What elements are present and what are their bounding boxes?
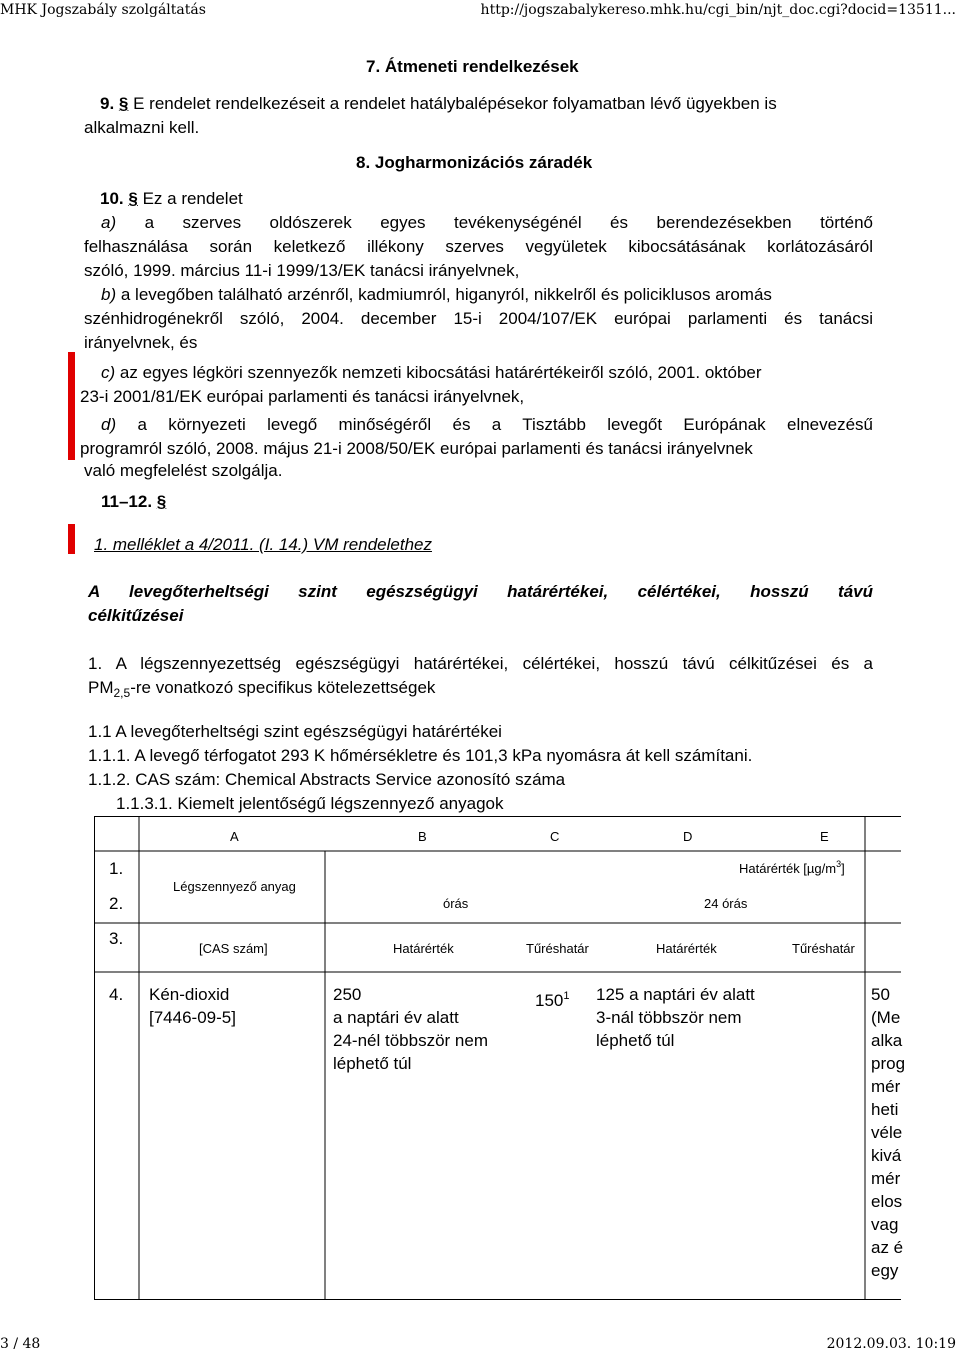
truncated-line: vag (871, 1215, 899, 1234)
item-d-line-3: való megfelelést szolgálja. (84, 461, 283, 480)
row-number-1: 1. (109, 859, 124, 878)
unit-sup: 3 (836, 859, 842, 869)
hourly-limit-value (333, 983, 488, 1075)
section-8-title: 8. Jogharmonizációs záradék (356, 153, 593, 172)
daily-limit-line: léphető túl (596, 1031, 675, 1050)
cas-header: [CAS szám] (199, 941, 268, 956)
hourly-limit-line: 250 (333, 985, 362, 1004)
daily-limit-header: Határérték (656, 941, 717, 956)
annex-heading-line-1: A levegőterheltségi szint egészségügyi határértékei, célértékei, hosszú távú (88, 582, 873, 601)
section-1-1-3-1: 1.1.3.1. Kiemelt jelentőségű légszennyező anyagok (116, 794, 504, 813)
row-number-4: 4. (109, 985, 124, 1004)
row-number-2: 2. (109, 894, 124, 913)
item-a-line-3: szóló, 1999. március 11-i 1999/13/EK tanácsi irányelvnek, (84, 261, 520, 280)
pollutant-header: Légszennyező anyag (173, 879, 296, 894)
item-d-text-1: a környezeti levegő minőségéről és a Tisztább levegőt Európának elnevezésű (137, 415, 873, 434)
item-a-label: a) (101, 213, 117, 232)
item-c-line-1 (101, 361, 762, 384)
section-1-1-2: 1.1.2. CAS szám: Chemical Abstracts Service azonosító száma (88, 770, 566, 789)
paragraph-9-text: E rendelet rendelkezéseit a rendelet hatálybalépésekor folyamatban lévő ügyekben is (133, 94, 777, 113)
col-letter-d: D (683, 829, 693, 844)
item-d-line-2: programról szóló, 2008. május 21-i 2008/50/EK európai parlamenti és tanácsi irányelvnek (80, 439, 753, 458)
daily-tolerance-value-truncated (871, 983, 906, 1282)
paragraph-11-12-link[interactable]: § (156, 492, 167, 511)
item-a-line-2: felhasználása során keletkező illékony szerves vegyületek kibocsátásának korlátozásáról (84, 237, 873, 256)
daily-tolerance-header: Tűréshatár (792, 941, 855, 956)
page-counter: 3 / 48 (0, 1336, 41, 1352)
paragraph-9-link[interactable]: § (118, 94, 129, 113)
hourly-tolerance-header: Tűréshatár (526, 941, 589, 956)
hourly-tolerance-value (535, 989, 570, 1015)
substance-name: Kén-dioxid (149, 985, 230, 1004)
hourly-limit-line: 24-nél többször nem (333, 1031, 488, 1050)
col-letter-a: A (230, 829, 239, 844)
item-a-line-1 (101, 211, 873, 234)
header-site-name: MHK Jogszabály szolgáltatás (0, 2, 206, 18)
paragraph-10 (100, 187, 243, 210)
daily-limit-line: 3-nál többször nem (596, 1008, 742, 1027)
truncated-line: heti (871, 1100, 899, 1119)
truncated-line: 50 (871, 985, 890, 1004)
col-letter-c: C (550, 829, 560, 844)
limit-values-table (94, 816, 906, 1300)
truncated-line: egy (871, 1261, 899, 1280)
browser-print-header (0, 0, 960, 22)
section-7-title: 7. Átmeneti rendelkezések (366, 57, 579, 76)
item-c-label: c) (101, 363, 116, 382)
truncated-line: prog (871, 1054, 906, 1073)
truncated-line: elos (871, 1192, 903, 1211)
col-letter-b: B (418, 829, 427, 844)
section-1-line-1: 1. A légszennyezettség egészségügyi határértékei, célértékei, hosszú távú célkitűzései és a (88, 654, 873, 673)
hourly-header: órás (443, 896, 469, 911)
unit-close: ] (841, 861, 845, 876)
paragraph-9-number: 9. (100, 94, 115, 113)
paragraph-10-intro: Ez a rendelet (142, 189, 243, 208)
paragraph-9 (100, 92, 777, 115)
truncated-line: mér (871, 1169, 901, 1188)
annex-title[interactable]: 1. melléklet a 4/2011. (I. 14.) VM rendelethez (94, 535, 432, 554)
hourly-limit-line: a naptári év alatt (333, 1008, 459, 1027)
item-d-line-1 (101, 413, 873, 436)
section-1-line-2 (88, 676, 435, 701)
paragraph-10-number: 10. (100, 189, 124, 208)
pm-subscript: 2,5 (113, 686, 131, 700)
daily-header: 24 órás (704, 896, 748, 911)
change-marker-bar (68, 352, 75, 460)
pm-label: PM (88, 678, 114, 697)
paragraph-9-cont: alkalmazni kell. (84, 118, 200, 137)
tolerance-footnote: 1 (563, 990, 570, 1002)
item-b-line-3: irányelvnek, és (84, 333, 198, 352)
row-number-3: 3. (109, 929, 124, 948)
item-c-text-1: az egyes légköri szennyezők nemzeti kibocsátási határértékeiről szóló, 2001. október (119, 363, 762, 382)
annex-heading-line-2: célkitűzései (88, 606, 184, 625)
unit-text: Határérték [µg/m (739, 861, 837, 876)
hourly-limit-line: léphető túl (333, 1054, 412, 1073)
section-1-1: 1.1 A levegőterheltségi szint egészségügyi határértékei (88, 722, 502, 741)
paragraph-10-link[interactable]: § (128, 189, 138, 208)
item-a-text-1: a szerves oldószerek egyes tevékenységénél és berendezésekben történő (144, 213, 874, 232)
truncated-line: (Me (871, 1008, 901, 1027)
daily-limit-value (596, 983, 755, 1052)
paragraph-11-12 (101, 490, 166, 513)
truncated-line: véle (871, 1123, 903, 1142)
substance-cas: [7446-09-5] (149, 1008, 236, 1027)
item-c-line-2: 23-i 2001/81/EK európai parlamenti és tanácsi irányelvnek, (80, 387, 525, 406)
paragraph-11-12-number: 11–12. (101, 492, 153, 511)
item-d-label: d) (101, 415, 117, 434)
item-b-label: b) (101, 285, 117, 304)
item-b-text-1: a levegőben található arzénről, kadmiumról, higanyról, nikkelről és policiklusos aromás (120, 285, 772, 304)
change-marker-bar-2 (68, 524, 75, 554)
truncated-line: kivá (871, 1146, 902, 1165)
unit-header (739, 861, 845, 876)
item-b-line-2: szénhidrogénekről szóló, 2004. december 15-i 2004/107/EK európai parlamenti és tanácsi (84, 309, 873, 328)
truncated-line: alka (871, 1031, 903, 1050)
item-b-line-1 (101, 283, 772, 306)
section-1-1-1: 1.1.1. A levegő térfogatot 293 K hőmérsékletre és 101,3 kPa nyomásra át kell számítani. (88, 746, 753, 765)
truncated-line: az é (871, 1238, 904, 1257)
print-datetime: 2012.09.03. 10:19 (826, 1336, 956, 1352)
daily-limit-line: 125 a naptári év alatt (596, 985, 755, 1004)
tolerance-number: 150 (535, 991, 564, 1010)
truncated-line: mér (871, 1077, 901, 1096)
pm-text: -re vonatkozó specifikus kötelezettségek (130, 678, 436, 697)
hourly-limit-header: Határérték (393, 941, 454, 956)
header-url: http://jogszabalykereso.mhk.hu/cgi_bin/njt_doc.cgi?docid=13511... (480, 2, 956, 18)
col-letter-e: E (820, 829, 829, 844)
